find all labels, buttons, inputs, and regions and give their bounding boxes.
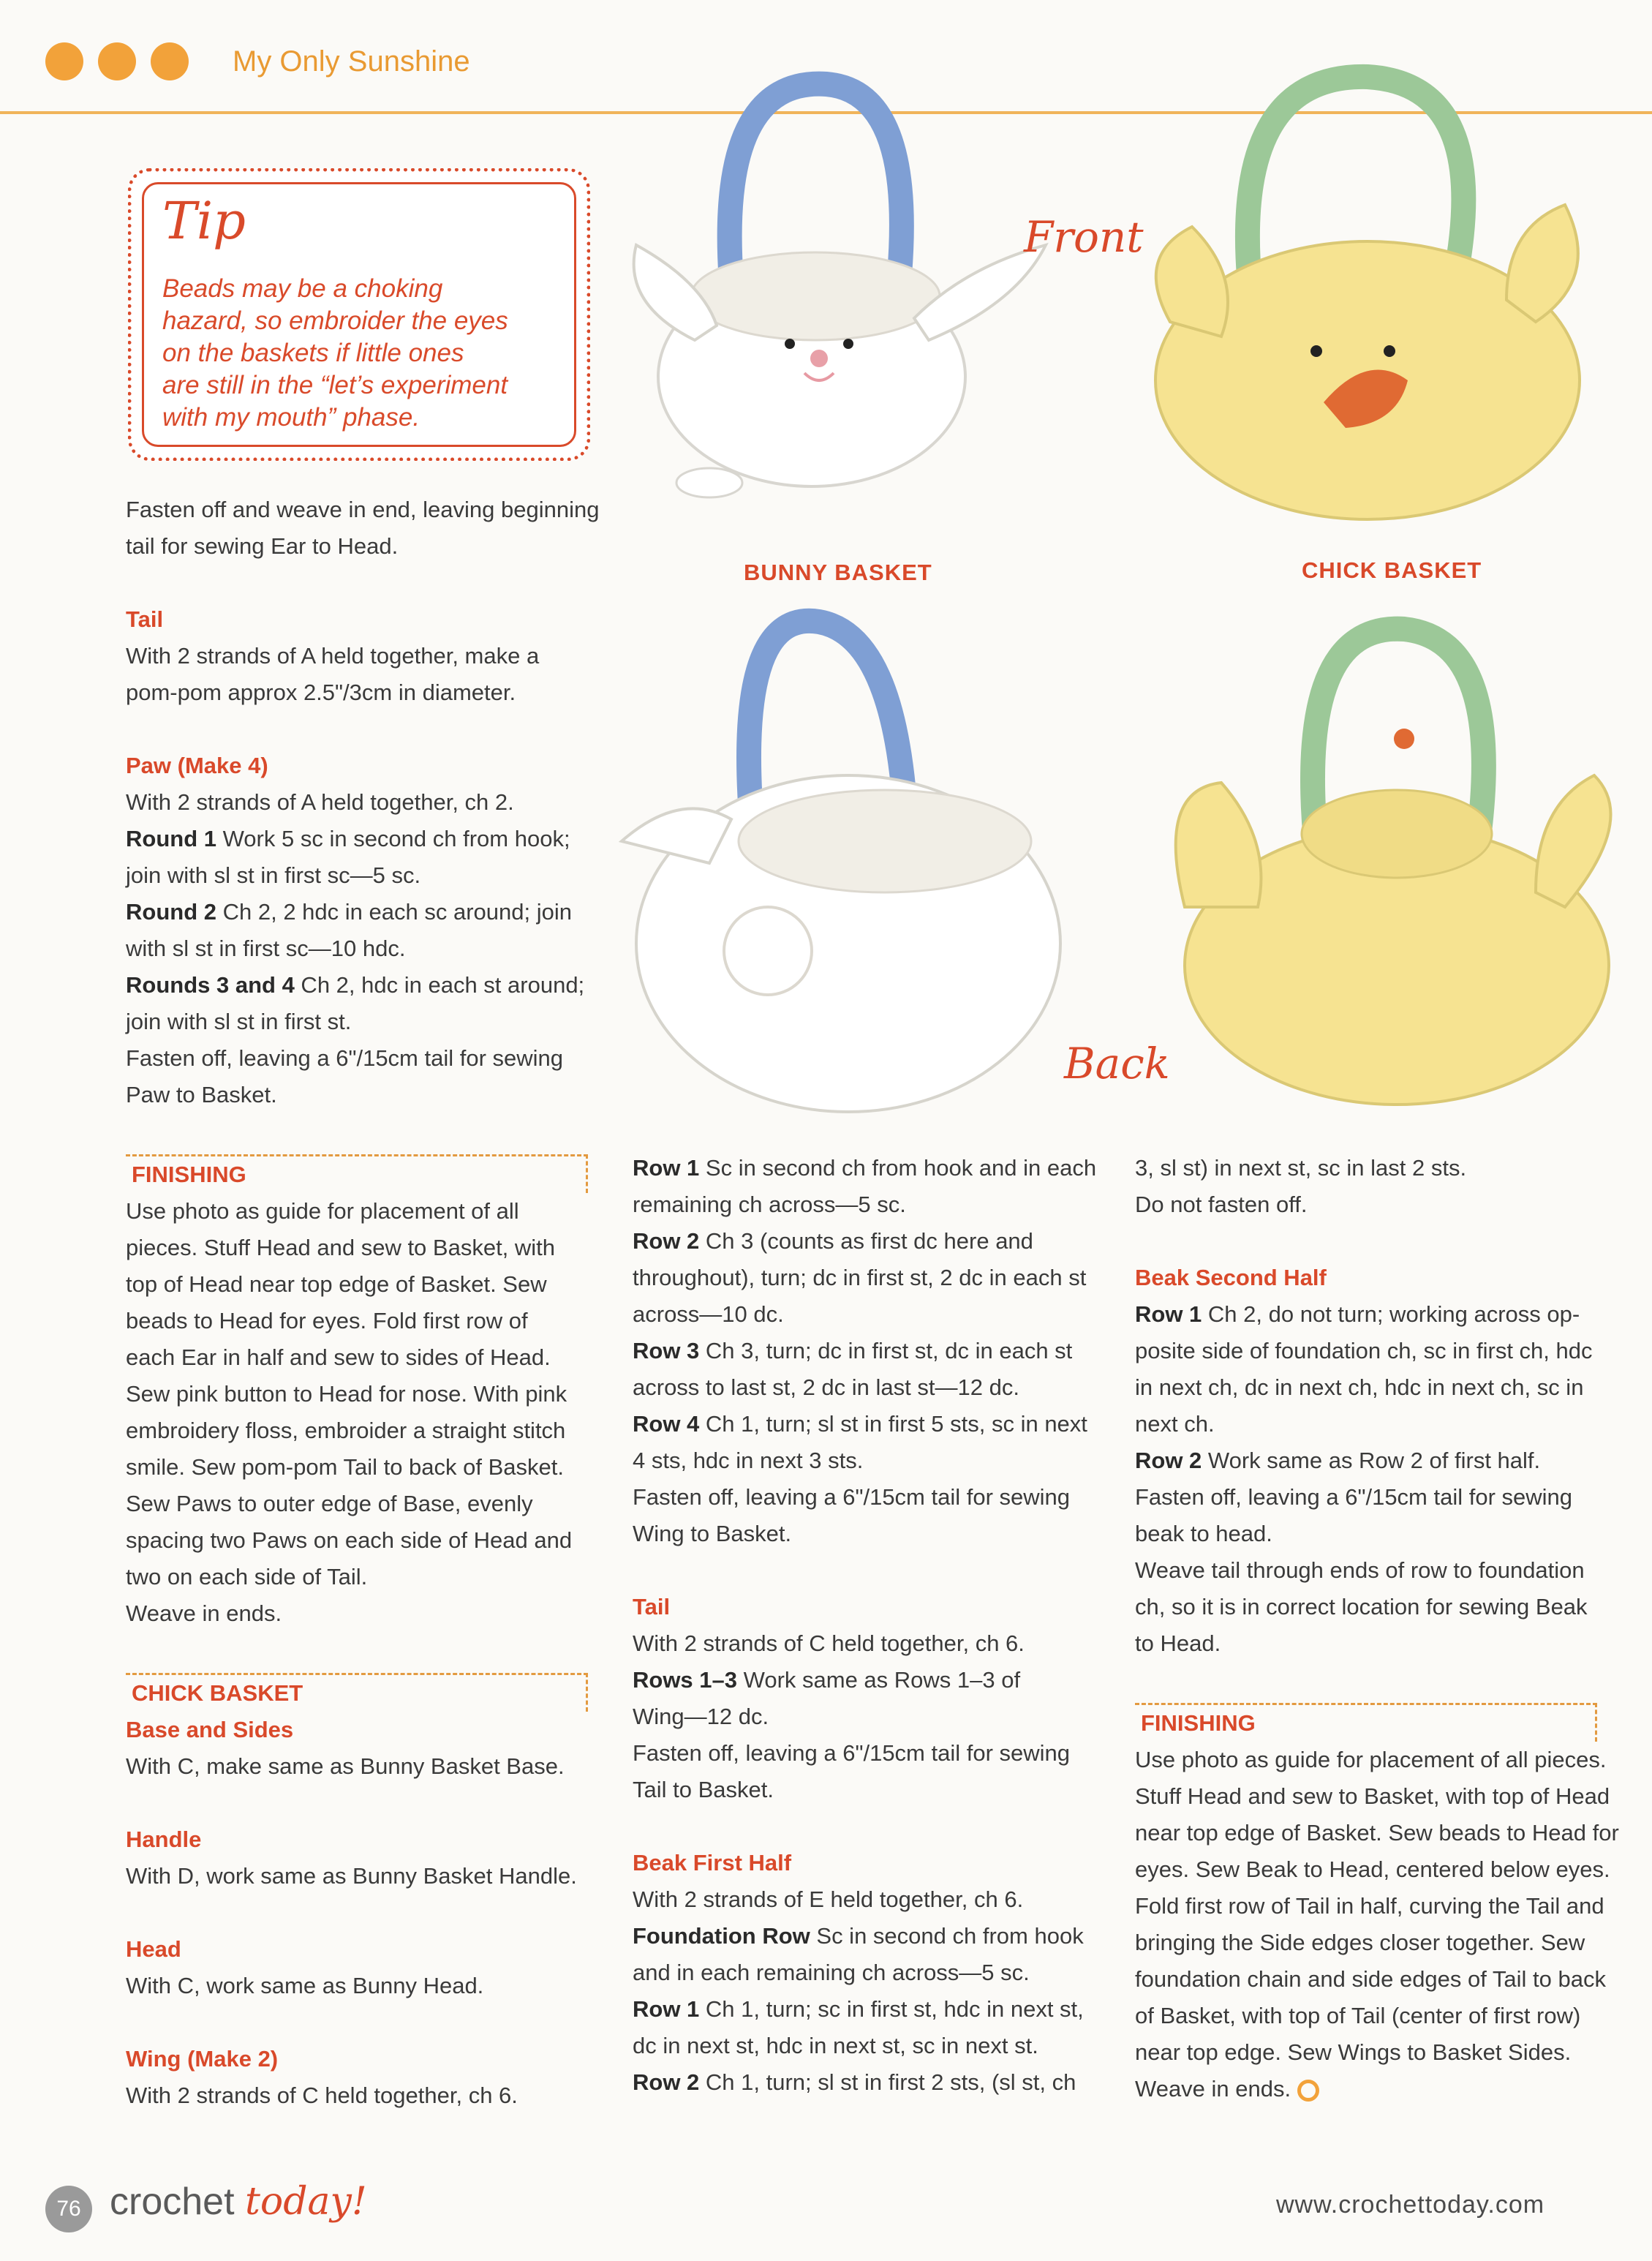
text-line: Wing to Basket.: [633, 1521, 792, 1546]
text-line: [1135, 1296, 1632, 1333]
text-line: With C, work same as Bunny Head.: [126, 1973, 484, 1998]
row-text: Ch 2, do not turn; working across op-: [1202, 1301, 1580, 1327]
text-line: With D, work same as Bunny Basket Handle.: [126, 1863, 577, 1889]
text-line: bringing the Side edges closer together. Sew: [1135, 1930, 1585, 1955]
row-label: Rows 1–3: [633, 1667, 738, 1693]
text-line: Sew Paws to outer edge of Base, evenly: [126, 1491, 533, 1516]
text-line: [1135, 2071, 1632, 2107]
text-line: Weave tail through ends of row to foundation: [1135, 1557, 1585, 1583]
text-line: spacing two Paws on each side of Head and: [126, 1527, 573, 1553]
label-front: Front: [1024, 212, 1144, 262]
row-text: Ch 2, 2 hdc in each sc around; join: [216, 899, 572, 925]
text-line: top of Head near top edge of Basket. Sew: [126, 1271, 547, 1297]
header-dots: [45, 42, 189, 80]
tip-line: with my mouth” phase.: [162, 403, 420, 432]
text-line: with sl st in first sc—10 hdc.: [126, 936, 406, 961]
heading-beak-second-half: Beak Second Half: [1135, 1265, 1327, 1290]
text-line: [633, 2064, 1108, 2101]
text-line: two on each side of Tail.: [126, 1564, 368, 1590]
text-line: Fasten off, leaving a 6"/15cm tail for sewing: [126, 1045, 564, 1071]
text-line: join with sl st in first sc—5 sc.: [126, 862, 421, 888]
page-number: 76: [45, 2186, 92, 2232]
text-line: across to last st, 2 dc in last st—12 dc.: [633, 1374, 1019, 1400]
column-2: [633, 1150, 1108, 2101]
heading-handle: Handle: [126, 1827, 202, 1852]
row-label: Row 2: [1135, 1448, 1202, 1473]
row-label: Foundation Row: [633, 1923, 810, 1949]
text-line: Fold first row of Tail in half, curving the Tail and: [1135, 1893, 1604, 1919]
heading-base-and-sides: Base and Sides: [126, 1717, 294, 1742]
brand-part: today!: [244, 2180, 367, 2224]
text-line: in next ch, dc in next ch, hdc in next ch, sc in: [1135, 1374, 1584, 1400]
text-line: eyes. Sew Beak to Head, centered below eyes.: [1135, 1856, 1610, 1882]
section-finishing: FINISHING: [126, 1154, 588, 1193]
text-line: [1135, 1442, 1632, 1479]
text-line: With 2 strands of C held together, ch 6.: [126, 2083, 518, 2108]
tip-line: Beads may be a choking: [162, 274, 443, 303]
tip-line: are still in the “let’s experiment: [162, 371, 508, 399]
heading-wing: Wing (Make 2): [126, 2046, 279, 2072]
section-finishing: FINISHING: [1135, 1703, 1597, 1742]
tip-title: Tip: [162, 191, 246, 251]
row-text: Work same as Rows 1–3 of: [737, 1667, 1021, 1693]
chick-basket-front-photo: [1126, 59, 1638, 541]
text-line: of Basket, with top of Tail (center of first row): [1135, 2003, 1581, 2028]
bunny-basket-front-photo: [607, 62, 1090, 530]
text-line: Paw to Basket.: [126, 1082, 277, 1107]
text-line: Stuff Head and sew to Basket, with top of Head: [1135, 1783, 1610, 1809]
end-mark-icon: [1297, 2080, 1319, 2102]
text-line: [126, 967, 608, 1004]
row-text: Ch 3 (counts as first dc here and: [699, 1228, 1033, 1254]
row-label: Row 2: [633, 2069, 700, 2095]
row-text: Sc in second ch from hook: [810, 1923, 1084, 1949]
label-back: Back: [1064, 1039, 1170, 1088]
tip-text: [162, 273, 557, 434]
text-line: smile. Sew pom-pom Tail to back of Basket.: [126, 1454, 565, 1480]
text-line: pom-pom approx 2.5"/3cm in diameter.: [126, 680, 516, 705]
row-label: Round 1: [126, 826, 216, 851]
text-line: 3, sl st) in next st, sc in last 2 sts.: [1135, 1155, 1467, 1181]
orange-dot: [151, 42, 189, 80]
heading-paw: Paw (Make 4): [126, 753, 268, 778]
text-line: to Head.: [1135, 1630, 1221, 1656]
row-text: Sc in second ch from hook and in each: [699, 1155, 1097, 1181]
text-line: Fasten off, leaving a 6"/15cm tail for sewing: [633, 1484, 1071, 1510]
text-line: Weave in ends.: [126, 1600, 282, 1626]
text-line: pieces. Stuff Head and sew to Basket, with: [126, 1235, 556, 1260]
heading-head: Head: [126, 1936, 181, 1962]
series-title: My Only Sunshine: [233, 45, 470, 78]
text-line: With 2 strands of A held together, make a: [126, 643, 540, 669]
row-text: Work same as Row 2 of first half.: [1202, 1448, 1541, 1473]
text-line: dc in next st, hdc in next st, sc in next st.: [633, 2033, 1038, 2058]
text-line: across—10 dc.: [633, 1301, 784, 1327]
text-line: With C, make same as Bunny Basket Base.: [126, 1753, 565, 1779]
text-line: next ch.: [1135, 1411, 1215, 1437]
row-text: Ch 1, turn; sl st in first 2 sts, (sl st, ch: [699, 2069, 1076, 2095]
text-line: Fasten off, leaving a 6"/15cm tail for sewing: [633, 1740, 1071, 1766]
row-label: Row 4: [633, 1411, 700, 1437]
text-line: ch, so it is in correct location for sewing Beak: [1135, 1594, 1588, 1619]
orange-dot: [45, 42, 83, 80]
row-text: Ch 3, turn; dc in first st, dc in each st: [699, 1338, 1073, 1363]
text-line: each Ear in half and sew to sides of Head.: [126, 1344, 551, 1370]
tip-line: hazard, so embroider the eyes: [162, 306, 508, 335]
row-text: Ch 2, hdc in each st around;: [294, 972, 585, 998]
text-line: [126, 894, 608, 930]
tip-box: [128, 168, 590, 461]
row-text: Ch 1, turn; sl st in first 5 sts, sc in next: [699, 1411, 1087, 1437]
row-label: Row 1: [633, 1155, 700, 1181]
text-line: [633, 1662, 1108, 1698]
orange-dot: [98, 42, 136, 80]
text-line: foundation chain and side edges of Tail to back: [1135, 1966, 1607, 1992]
heading-tail: Tail: [633, 1594, 671, 1619]
text-line: Sew pink button to Head for nose. With pink: [126, 1381, 567, 1407]
row-text: Weave in ends.: [1135, 2076, 1291, 2102]
row-label: Row 2: [633, 1228, 700, 1254]
magazine-brand: [110, 2180, 367, 2224]
row-text: Ch 1, turn; sc in first st, hdc in next st,: [699, 1996, 1084, 2022]
website-url: www.crochettoday.com: [1276, 2191, 1545, 2219]
text-line: [633, 1918, 1108, 1955]
text-line: [126, 821, 608, 857]
text-line: Do not fasten off.: [1135, 1192, 1308, 1217]
tip-line: on the baskets if little ones: [162, 339, 464, 367]
row-label: Row 1: [633, 1996, 700, 2022]
text-line: Fasten off, leaving a 6"/15cm tail for sewing: [1135, 1484, 1573, 1510]
text-line: Fasten off and weave in end, leaving beginning: [126, 497, 600, 522]
text-line: beads to Head for eyes. Fold first row of: [126, 1308, 528, 1333]
text-line: [633, 1991, 1108, 2028]
text-line: Use photo as guide for placement of all: [126, 1198, 519, 1224]
caption-chick-basket: CHICK BASKET: [1302, 557, 1482, 583]
row-label: Round 2: [126, 899, 216, 925]
heading-tail: Tail: [126, 606, 164, 632]
text-line: [633, 1333, 1108, 1369]
row-label: Row 3: [633, 1338, 700, 1363]
text-line: Tail to Basket.: [633, 1777, 774, 1802]
text-line: remaining ch across—5 sc.: [633, 1192, 906, 1217]
text-line: [633, 1406, 1108, 1442]
text-line: near top edge. Sew Wings to Basket Sides.: [1135, 2039, 1572, 2065]
column-1: [126, 492, 608, 2114]
text-line: Wing—12 dc.: [633, 1704, 769, 1729]
text-line: With 2 strands of A held together, ch 2.: [126, 789, 514, 815]
text-line: [633, 1223, 1108, 1260]
caption-bunny-basket: BUNNY BASKET: [744, 560, 932, 585]
text-line: 4 sts, hdc in next 3 sts.: [633, 1448, 864, 1473]
row-text: Work 5 sc in second ch from hook;: [216, 826, 570, 851]
text-line: throughout), turn; dc in first st, 2 dc in each st: [633, 1265, 1087, 1290]
column-3: [1135, 1150, 1632, 2107]
chick-basket-back-photo: [1155, 600, 1638, 1126]
section-chick-basket: CHICK BASKET: [126, 1673, 588, 1712]
text-line: and in each remaining ch across—5 sc.: [633, 1960, 1030, 1985]
row-label: Rounds 3 and 4: [126, 972, 295, 998]
text-line: [633, 1150, 1108, 1186]
text-line: tail for sewing Ear to Head.: [126, 533, 399, 559]
text-line: embroidery floss, embroider a straight stitch: [126, 1418, 566, 1443]
text-line: With 2 strands of C held together, ch 6.: [633, 1630, 1025, 1656]
brand-part: crochet: [110, 2181, 245, 2223]
text-line: With 2 strands of E held together, ch 6.: [633, 1886, 1024, 1912]
heading-beak-first-half: Beak First Half: [633, 1850, 792, 1876]
row-label: Row 1: [1135, 1301, 1202, 1327]
text-line: beak to head.: [1135, 1521, 1272, 1546]
text-line: near top edge of Basket. Sew beads to Head for: [1135, 1820, 1619, 1846]
text-line: Use photo as guide for placement of all pieces.: [1135, 1747, 1607, 1772]
bunny-basket-back-photo: [607, 600, 1104, 1126]
text-line: join with sl st in first st.: [126, 1009, 352, 1034]
text-line: posite side of foundation ch, sc in first ch, hdc: [1135, 1338, 1593, 1363]
